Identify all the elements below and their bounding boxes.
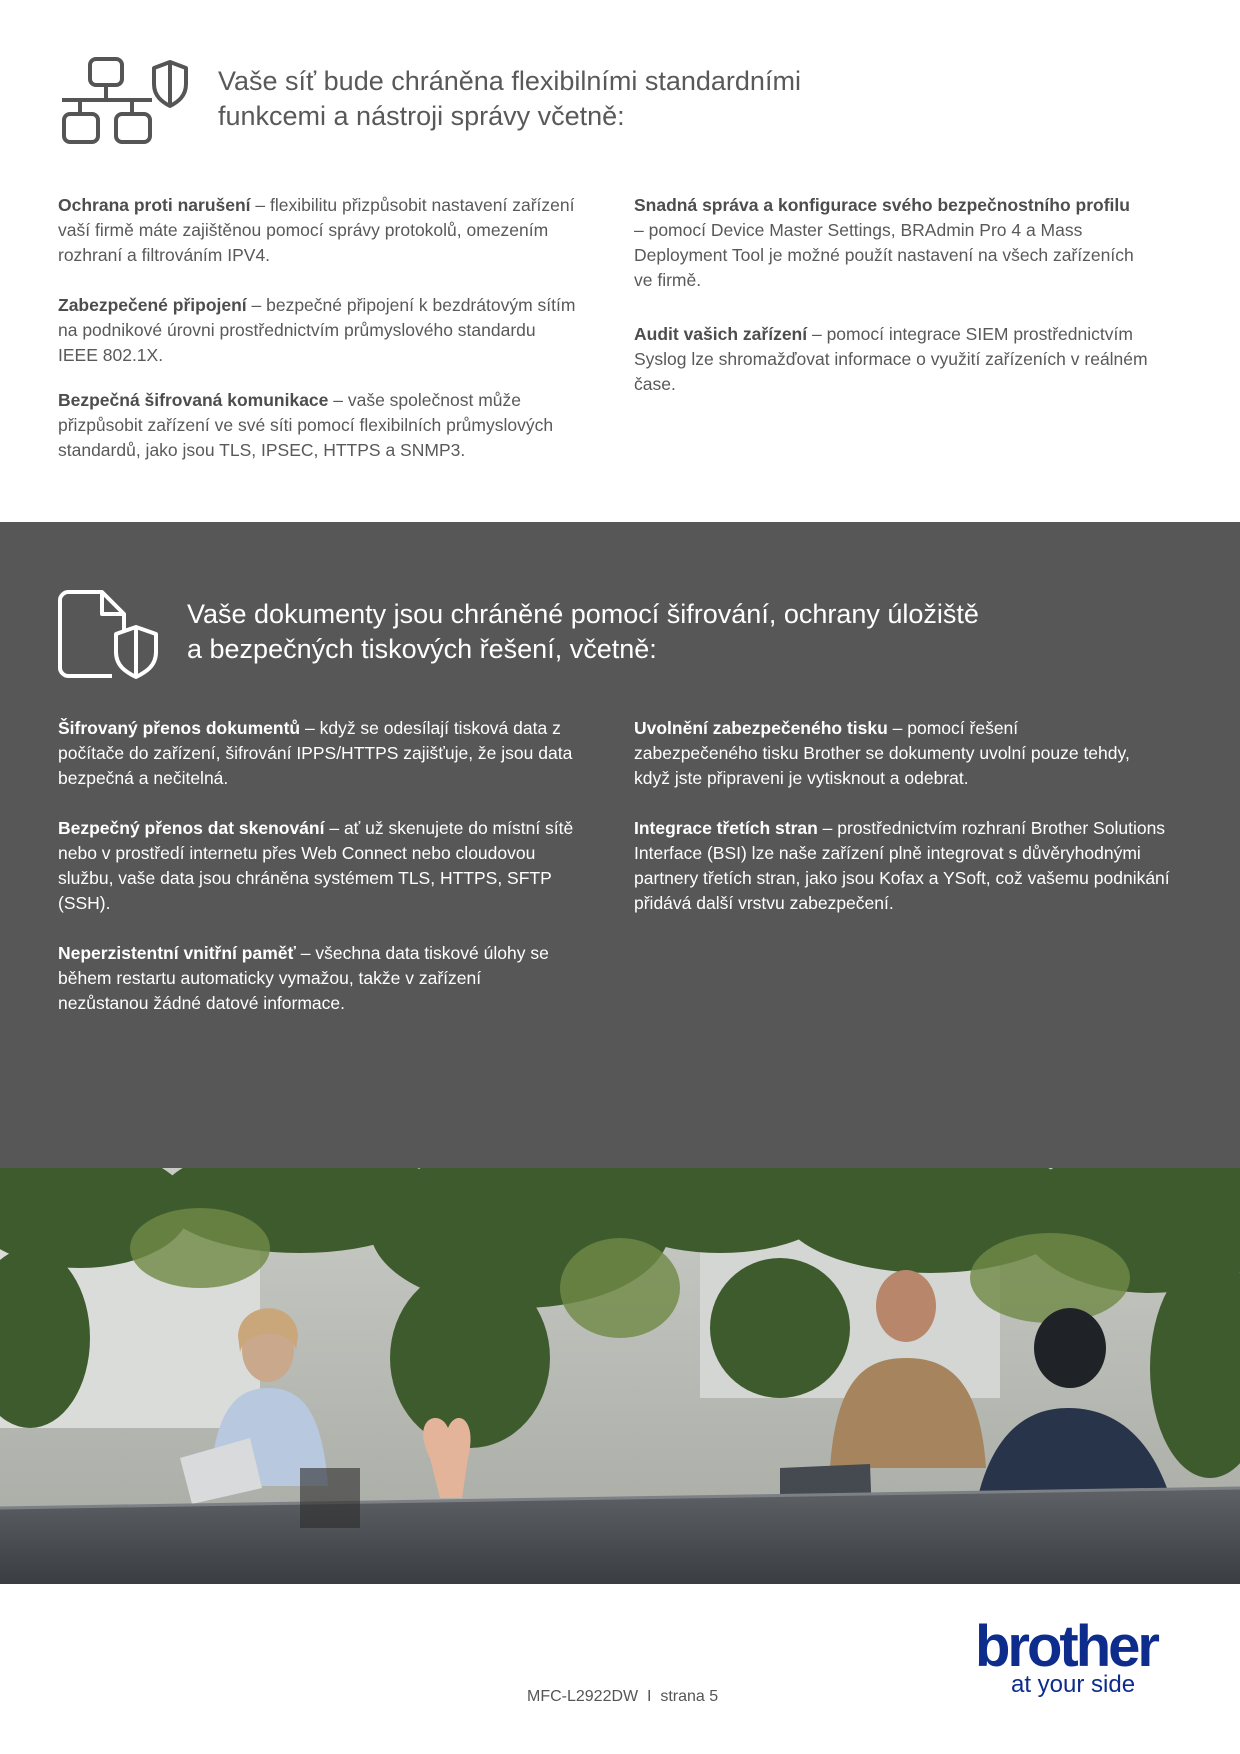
network-right-column xyxy=(634,193,1164,397)
feature-paragraph: Šifrovaný přenos dokumentů – když se odesílají tisková data z počítače do zařízení, šifrování IPPS/HTTPS zajišťuje, že jsou data bezpečná a nečitelná. xyxy=(58,718,573,788)
footer-page-label: MFC-L2922DW I strana 5 xyxy=(527,1688,719,1705)
feature-paragraph: Uvolnění zabezpečeného tisku – pomocí řešení zabezpečeného tisku Brother se dokumenty uvolní pouze tehdy, když jste připraveni je vytisknout a odebrat. xyxy=(634,718,1130,788)
network-heading: Vaše síť bude chráněna flexibilními standardními funkcemi a nástroji správy včetně: xyxy=(218,66,801,131)
feature-paragraph: Audit vašich zařízení – pomocí integrace SIEM prostřednictvím Syslog lze shromažďovat informace o využití zařízeních v reálném čase. xyxy=(634,324,1148,394)
feature-paragraph: Ochrana proti narušení – flexibilitu přizpůsobit nastavení zařízení vaší firmě máte zajištěnou pomocí správy protokolů, omezením rozhraní a filtrováním IPV4. xyxy=(58,195,575,265)
logo-tagline: at your side xyxy=(1011,1671,1136,1698)
brother-logo xyxy=(975,1616,1180,1698)
logo-word: brother xyxy=(975,1616,1157,1679)
feature-paragraph: Integrace třetích stran – prostřednictvím rozhraní Brother Solutions Interface (BSI) lze naše zařízení plně integrovat s důvěryhodnými partnery třetích stran, jako jsou Kofax a YSoft, což vašemu podnikání přidává další vrstvu zabezpečení. xyxy=(634,818,1170,913)
document-right-column xyxy=(634,716,1170,916)
feature-paragraph: Bezpečná šifrovaná komunikace – vaše společnost může přizpůsobit zařízení ve své síti pomocí flexibilních průmyslových standardů, jako jsou TLS, IPSEC, HTTPS a SNMP3. xyxy=(58,390,554,460)
document-heading: Vaše dokumenty jsou chráněné pomocí šifrování, ochrany úložiště a bezpečných tiskových řešení, včetně: xyxy=(187,599,979,664)
network-security-section xyxy=(0,0,1240,522)
document-shield-icon xyxy=(58,590,160,680)
feature-paragraph: Snadná správa a konfigurace svého bezpečnostního profilu – pomocí Device Master Settings, BRAdmin Pro 4 a Mass Deployment Tool je možné použít nastavení na všech zařízeních ve firmě. xyxy=(634,195,1134,290)
feature-paragraph: Zabezpečené připojení – bezpečné připojení k bezdrátovým sítím na podnikové úrovni prostřednictvím průmyslového standardu IEEE 802.1X. xyxy=(58,295,576,365)
network-shield-icon xyxy=(58,56,192,146)
document-security-section xyxy=(0,522,1240,1168)
office-meeting-photo xyxy=(0,1168,1240,1584)
network-left-column xyxy=(58,193,588,463)
document-left-column xyxy=(58,716,588,1016)
feature-paragraph: Bezpečný přenos dat skenování – ať už skenujete do místní sítě nebo v prostředí internetu přes Web Connect nebo cloudovou službu, vaše data jsou chráněna systémem TLS, HTTPS, SFTP (SSH). xyxy=(58,818,574,913)
feature-paragraph: Neperzistentní vnitřní paměť – všechna data tiskové úlohy se během restartu automaticky vymažou, takže v zařízení nezůstanou žádné datové informace. xyxy=(58,943,549,1013)
photo-illustration xyxy=(0,1168,1240,1584)
